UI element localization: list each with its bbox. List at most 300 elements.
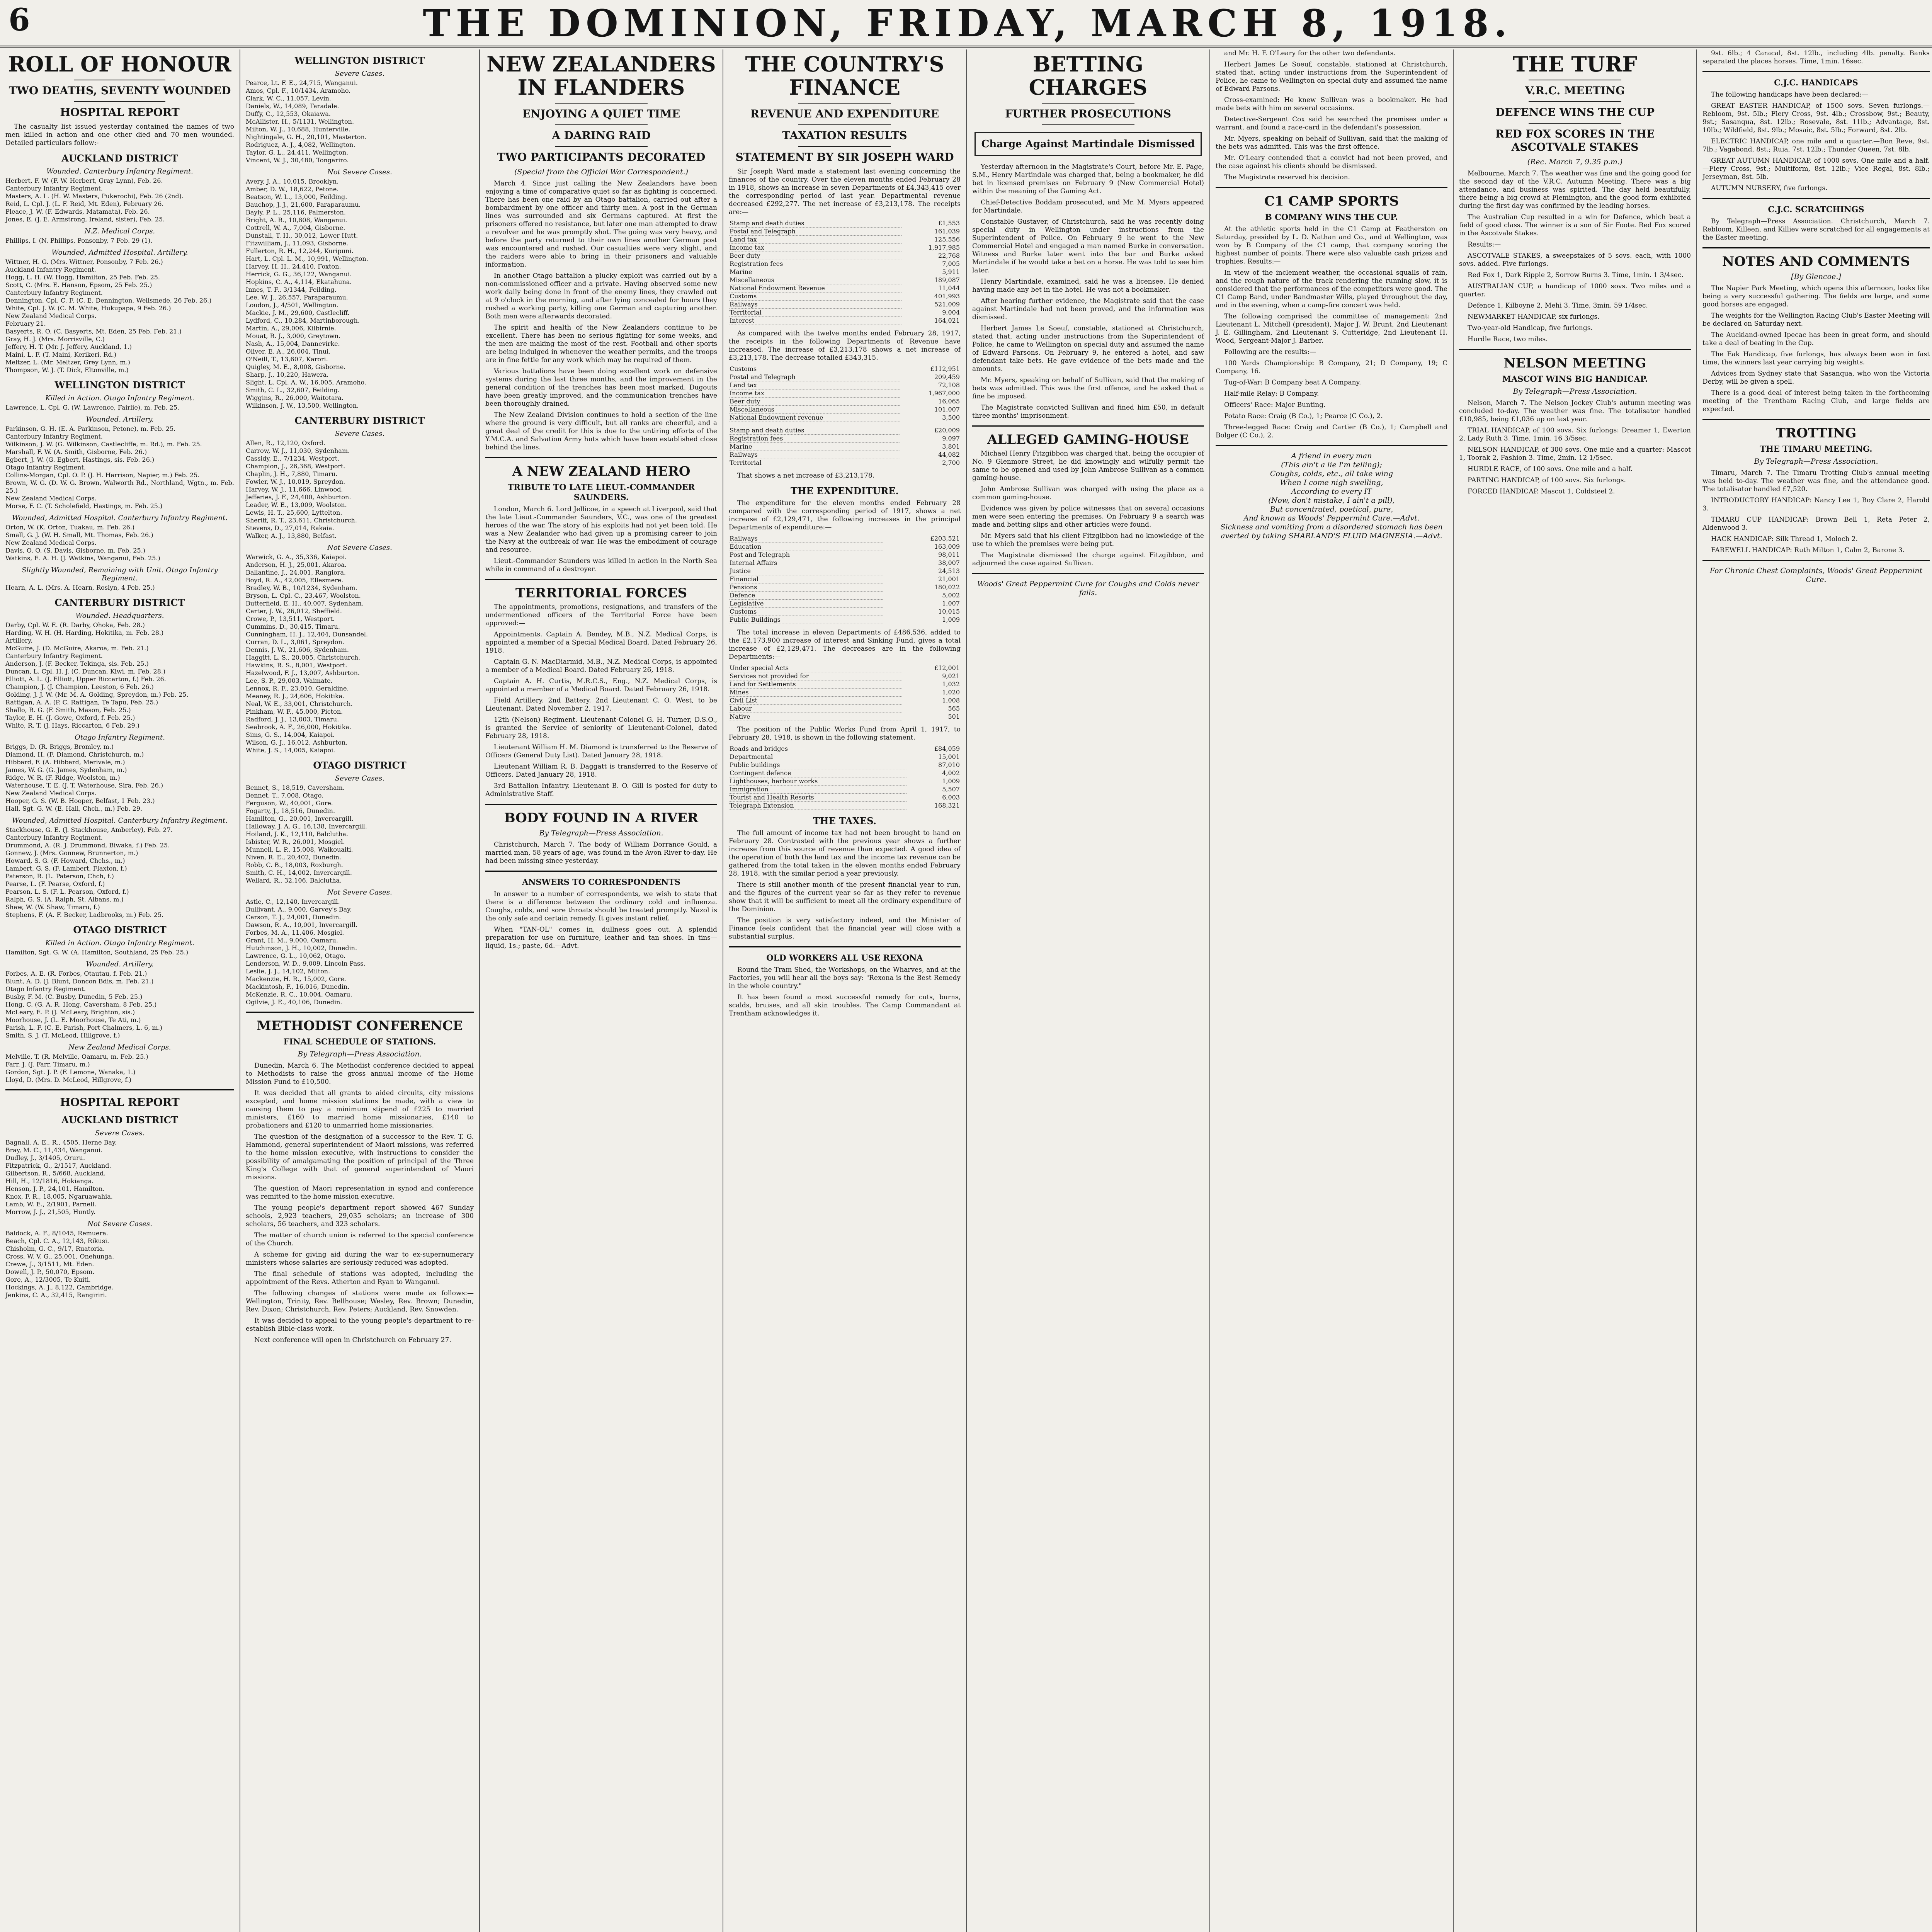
list-entry: Anderson, J. (F. Becker, Tekinga, sis. Feb. 25.) (5, 660, 149, 667)
list-entry: White, R. T. (J. Hays, Riccarton, 6 Feb. 29.) (5, 722, 140, 729)
list-entry: Ferguson, W., 40,001, Gore. (246, 799, 333, 807)
article-paragraph: Officers' Race: Major Bunting. (1224, 401, 1326, 409)
table-row (729, 592, 961, 600)
list-entry: Lydford, C., 10,284, Martinborough. (246, 317, 360, 324)
list-entry: Smith, S. J. (T. McLeod, Hillgrove, f.) (5, 1032, 120, 1039)
finance-intro: Sir Joseph Ward made a statement last evening concerning the finances of the country. Over the eleven months ended February 28 in 1918, shows an increase in seven Departments of £4,343,415 over the corresponding period of last year. Departmental revenue decreased £292,277. The net increase of £3,213,178. The receipts are:— (729, 168, 961, 216)
table-label: Lighthouses, harbour works (729, 777, 907, 786)
district-heading: AUCKLAND DISTRICT (61, 153, 178, 164)
district-heading: CANTERBURY DISTRICT (294, 415, 425, 426)
list-heading: Killed in Action. Otago Infantry Regiment. (45, 394, 194, 402)
list-entry: Wellard, R., 32,106, Balclutha. (246, 877, 342, 884)
table-value: 9,097 (942, 435, 960, 442)
article-paragraph: Lieut.-Commander Saunders was killed in action in the North Sea while in command of a destroyer. (485, 557, 717, 573)
list-entry: Scott, C. (Mrs. E. Hanson, Epsom, 25 Feb. 25.) (5, 281, 152, 289)
list-entry: Mouat, R. J., 3,000, Greytown. (246, 332, 341, 340)
list-entry: February 21. (5, 320, 46, 327)
article-paragraph: Captain G. N. MacDiarmid, M.B., N.Z. Medical Corps, is appointed a member of a Medical Board. Dated February 26, 1918. (485, 658, 717, 674)
list-entry: Smith, C. L., 32,607, Feilding. (246, 386, 340, 394)
table-label: Roads and bridges (729, 745, 907, 753)
article-paragraph: The question of Maori representation in synod and conference was remitted to the home mission executive. (246, 1185, 474, 1201)
gaming-headline: ALLEGED GAMING-HOUSE (987, 432, 1189, 447)
camp-headline: C1 CAMP SPORTS (1264, 194, 1399, 209)
article-paragraph: Nelson, March 7. The Nelson Jockey Club's autumn meeting was concluded to-day. The weather was fine. The totalisator handled £10,985, being £1,036 up on last year. (1459, 399, 1691, 423)
district-lists (246, 430, 474, 754)
list-entry: Parish, L. F. (C. E. Parish, Port Chalmers, L. 6, m.) (5, 1024, 163, 1031)
flanders-sub2: A DARING RAID (552, 129, 651, 142)
table-value: 5,002 (942, 592, 960, 599)
casualty-list (246, 178, 474, 410)
article-paragraph: Yesterday afternoon in the Magistrate's Court, before Mr. E. Page, S.M., Henry Martindale was charged that, being a bookmaker, he did bet in licensed premises on February 9 (New Commercial Hotel) within the meaning of the Gaming Act. (972, 163, 1204, 195)
table-value: 10,015 (938, 608, 960, 615)
article-paragraph: In another Otago battalion a plucky exploit was carried out by a non-commissioned officer and a private. Having observed some new work daily being done in front of the enemy lines, they crawled out at 9 o'clock in the morning, and after lying concealed for hours they rushed a working party, killing one German and capturing another. Both men were afterwards decorated. (485, 272, 717, 320)
article-paragraph: The weights for the Wellington Racing Club's Easter Meeting will be declared on Saturday next. (1702, 312, 1930, 328)
table-row (729, 301, 961, 309)
list-entry: Herbert, F. W. (F. W. Herbert, Gray Lynn), Feb. 26. (5, 177, 163, 184)
list-entry: Orton, W. (K. Orton, Tuakau, m. Feb. 26.) (5, 524, 135, 531)
table-label: Income tax (729, 389, 901, 398)
list-entry: Jenkins, C. A., 32,415, Rangiriri. (5, 1291, 107, 1299)
list-entry: Amos, Cpl. F., 10/1434, Aramoho. (246, 87, 351, 94)
list-entry: Meltzer, L. (Mr. Meltzer, Grey Lynn, m.) (5, 359, 130, 366)
list-entry: Allen, R., 12,120, Oxford. (246, 439, 325, 447)
list-heading: Slightly Wounded, Remaining with Unit. Otago Infantry Regiment. (22, 566, 218, 582)
article-paragraph: Mr. O'Leary contended that a convict had not been proved, and the case against his clients should be dismissed. (1216, 154, 1447, 170)
betting-continued (1216, 49, 1447, 182)
list-entry: Rodriguez, A. J., 4,082, Wellington. (246, 141, 355, 148)
table-label: Mines (729, 689, 902, 697)
casualty-list (5, 584, 234, 592)
list-entry: Fowler, W. J., 10,019, Spreydon. (246, 478, 345, 485)
turf-sub1: V.R.C. MEETING (1525, 84, 1625, 97)
table-label: Education (729, 543, 883, 551)
list-entry: Paterson, R. (L. Paterson, Chch, f.) (5, 872, 114, 880)
article-paragraph: The Eak Handicap, five furlongs, has always been won in fast time, the winners last year carrying big weights. (1702, 350, 1930, 366)
table-row (729, 406, 961, 414)
list-entry: Martin, A., 29,006, Kilbirnie. (246, 325, 336, 332)
list-entry: Parkinson, G. H. (E. A. Parkinson, Petone), m. Feb. 25. (5, 425, 176, 432)
article-paragraph: GREAT EASTER HANDICAP, of 1500 sovs. Seven furlongs.—Rebloom, 9st. 5lb.; Fiery Cross, 9st. 4lb.; Crossbow, 9st.; Beauty, 9st.; Sasanqua, 8st. 12lb.; Rosevale, 8st. 11lb.; Advantage, 8st. 10lb.; Wildfield, 8st. 9lb.; Mosaic, 8st. 5lb.; Forward, 8st. 2lb. (1702, 102, 1930, 134)
table-value: 209,459 (934, 373, 960, 381)
article-paragraph: There is a good deal of interest being taken in the forthcoming meeting of the Trentham Racing Club, and large fields are expected. (1702, 389, 1930, 413)
trotting-article (1702, 469, 1930, 554)
table-row (729, 777, 961, 786)
betting-sub2: Charge Against Martindale Dismissed (981, 138, 1195, 150)
table-label: Public buildings (729, 761, 907, 769)
casualty-list (5, 237, 234, 245)
cjc-intro: The following handicaps have been declared:— (1711, 91, 1868, 99)
table-value: 44,082 (938, 451, 960, 458)
finance-sub2: TAXATION RESULTS (782, 129, 907, 142)
list-entry: Sheriff, R. T., 23,611, Christchurch. (246, 517, 357, 524)
list-entry: Harvey, W. J., 11,666, Linwood. (246, 486, 343, 493)
flanders-sub1: ENJOYING A QUIET TIME (522, 107, 680, 120)
list-entry: Jeffery, H. T. (Mr. J. Jeffery, Auckland, 1.) (5, 343, 132, 350)
table-row (729, 600, 961, 608)
list-entry: Mackintosh, F., 16,016, Dunedin. (246, 983, 350, 990)
article-paragraph: Defence 1, Kilboyne 2, Mehi 3. Time, 3min. 59 1/4sec. (1468, 302, 1648, 310)
list-entry: Taylor, G. L., 24,411, Wellington. (246, 149, 349, 156)
list-entry: Lee, W. J., 26,557, Paraparaumu. (246, 294, 348, 301)
list-heading: Severe Cases. (335, 430, 385, 438)
list-entry: Dowell, J. P., 50,070, Epsom. (5, 1268, 95, 1276)
table-value: 7,005 (942, 260, 960, 267)
table-label: Customs (729, 293, 902, 301)
article-paragraph: Mr. Myers, speaking on behalf of Sullivan, said that the making of bets was admitted. This was the first offence, and he asked that a fine be imposed. (972, 376, 1204, 400)
casualty-list (5, 404, 234, 412)
table-value: £112,951 (930, 365, 960, 373)
article-paragraph: The position is very satisfactory indeed, and the Minister of Finance feels confident that the financial year will close with a substantial surplus. (729, 917, 961, 940)
table-label: Departmental (729, 753, 907, 761)
river-article (485, 841, 717, 865)
district-heading: WELLINGTON DISTRICT (294, 55, 425, 66)
article-paragraph: In answer to a number of correspondents, we wish to state that there is a difference between the ordinary cold and influenza. Coughs, colds, and sore throats should be treated promptly. Nazol is the only safe and certain remedy. It gives instant relief. (485, 890, 717, 922)
article-paragraph: 3rd Battalion Infantry. Lieutenant B. O. Gill is posted for duty to Administrative Staff. (485, 782, 717, 798)
notes-headline: NOTES AND COMMENTS (1722, 254, 1910, 269)
expenditure-decreases-table (729, 664, 961, 721)
list-entry: Duffy, C., 12,553, Okaiawa. (246, 110, 331, 117)
list-entry: O'Neill, T., 13,607, Karori. (246, 355, 328, 363)
table-row (729, 451, 961, 459)
table-label: Miscellaneous (729, 406, 901, 414)
list-entry: Lennox, R. F., 23,010, Geraldine. (246, 685, 349, 692)
table-label: Services not provided for (729, 672, 902, 680)
list-entry: Watkins, E. A. H. (J. Watkins, Wanganui, Feb. 25.) (5, 554, 160, 562)
column-6 (1209, 49, 1453, 1932)
turf-continued (1702, 49, 1930, 66)
scratchings-para: By Telegraph—Press Association. Christchurch, March 7. Rebloom, Killeen, and Killiev were scratched for all engagements at the Easter meeting. (1702, 218, 1930, 242)
peppermint-ad: Woods' Great Peppermint Cure for Coughs and Colds never fails. (977, 580, 1199, 597)
turf-sub3: RED FOX SCORES IN THE ASCOTVALE STAKES (1495, 128, 1655, 153)
finance-sub1: REVENUE AND EXPENDITURE (750, 107, 939, 120)
article-paragraph: 9st. 6lb.; 4 Caracal, 8st. 12lb., including 4lb. penalty. Banks separated the places horses. Time, 1min. 16sec. (1702, 49, 1930, 65)
notes-byline: [By Glencoe.] (1791, 272, 1841, 281)
article-paragraph: Lieutenant William H. M. Diamond is transferred to the Reserve of Officers (General Duty List). Dated January 28, 1918. (485, 743, 717, 759)
ad-line: Sickness and vomiting from a disordered stomach has been averted by taking SHARLAND'S FLUID MAGNESIA.—Advt. (1220, 523, 1443, 540)
table-value: 1,009 (942, 616, 960, 623)
table-label: Under special Acts (729, 664, 902, 672)
roll-intro: The casualty list issued yesterday contained the names of two men killed in action and one other died and 70 men wounded. Detailed particulars follow:- (5, 123, 234, 147)
table-value: 1,007 (942, 600, 960, 607)
nelson-headline: NELSON MEETING (1503, 355, 1646, 371)
list-entry: Elliott, A. L. (J. Elliott, Upper Riccarton, f.) Feb. 26. (5, 675, 166, 683)
list-entry: Collins-Morgan, Cpl. O. P. (J. H. Harrison, Napier, m.) Feb. 25. (5, 471, 200, 479)
table-row (729, 745, 961, 753)
article-paragraph: The young people's department report showed 467 Sunday schools, 2,923 teachers, 29,035 scholars; an increase of 300 scholars, 56 teachers, and 323 scholars. (246, 1204, 474, 1228)
roll-section: HOSPITAL REPORT (60, 106, 180, 119)
article-paragraph: HACK HANDICAP: Silk Thread 1, Moloch 2. (1711, 535, 1858, 543)
list-entry: Walker, A. J., 13,880, Belfast. (246, 532, 337, 539)
article-paragraph: The Magistrate dismissed the charge against Fitzgibbon, and adjourned the case against Sullivan. (972, 551, 1204, 567)
table-label: Postal and Telegraph (729, 228, 902, 236)
list-entry: Crewe, J., 3/1511, Mt. Eden. (5, 1260, 94, 1268)
district-lists (246, 774, 474, 1006)
table-row (729, 219, 961, 228)
article-paragraph: HURDLE RACE, of 100 sovs. One mile and a half. (1468, 465, 1633, 473)
list-entry: Curran, D. L., 3,061, Spreydon. (246, 638, 344, 646)
increase-table (729, 365, 961, 422)
article-paragraph: Chief-Detective Boddam prosecuted, and Mr. M. Myers appeared for Martindale. (972, 199, 1204, 214)
forces-headline: TERRITORIAL FORCES (515, 585, 687, 601)
list-entry: Daniels, W., 14,089, Taradale. (246, 102, 339, 110)
list-entry: Harding, W. H. (H. Harding, Hokitika, m. Feb. 28.) (5, 629, 164, 636)
table-row (729, 414, 961, 422)
column-5 (966, 49, 1209, 1932)
list-entry: Hooper, G. S. (W. B. Hooper, Belfast, 1 Feb. 23.) (5, 797, 155, 804)
table-label: Customs (729, 365, 901, 373)
list-entry: Otago Infantry Regiment. (5, 985, 86, 993)
river-headline: BODY FOUND IN A RIVER (504, 810, 699, 826)
ad-line: When I come nigh swelling, (1280, 478, 1383, 487)
table-label: Telegraph Extension (729, 802, 907, 810)
list-entry: Waterhouse, T. E. (J. T. Waterhouse, Sira, Feb. 26.) (5, 782, 163, 789)
list-heading: Wounded, Admitted Hospital. Artillery. (51, 248, 188, 257)
list-entry: Beach, Cpl. C. A., 12,143, Rikusi. (5, 1237, 109, 1245)
casualty-list (5, 1230, 234, 1299)
table-row (729, 284, 961, 293)
article-paragraph: Half-mile Relay: B Company. (1224, 390, 1319, 398)
list-entry: Cottrell, W. A., 7,004, Gisborne. (246, 224, 345, 231)
table-row (729, 689, 961, 697)
list-entry: Baldock, A. F., 8/1045, Remuera. (5, 1230, 108, 1237)
article-paragraph: Detective-Sergeant Cox said he searched the premises under a warrant, and found a race-card in the defendant's possession. (1216, 116, 1447, 131)
table-label: Territorial (729, 459, 900, 467)
article-paragraph: After hearing further evidence, the Magistrate said that the case against Martindale had not been proved, and the information was dismissed. (972, 297, 1204, 321)
article-paragraph: NELSON HANDICAP, of 300 sovs. One mile and a quarter: Mascot 1, Toorak 2, Fashion 3. Time, 2min. 12 1/5sec. (1459, 446, 1691, 462)
article-paragraph: The following comprised the committee of management: 2nd Lieutenant L. Mitchell (president), Major J. W. Brunt, 2nd Lieutenant J. E. Gillingham, 2nd Lieutenant S. Cutteridge, 2nd Lieutenant H. Wood, Sergeant-Major J. Barber. (1216, 313, 1447, 345)
roll-subhead: TWO DEATHS, SEVENTY WOUNDED (9, 84, 231, 97)
article-paragraph: It was decided to appeal to the young people's department to re-establish Bible-class work. (246, 1317, 474, 1333)
article-paragraph: AUSTRALIAN CUP, a handicap of 1000 sovs. Two miles and a quarter. (1459, 282, 1691, 298)
casualty-list (5, 949, 234, 956)
table-value: £203,521 (930, 535, 960, 543)
article-paragraph: The Napier Park Meeting, which opens this afternoon, looks like being a very successful gathering. The fields are large, and some good horses are engaged. (1702, 284, 1930, 308)
list-entry: Lamb, W. E., 2/1901, Parnell. (5, 1201, 97, 1208)
column-4 (723, 49, 966, 1932)
casualty-list (5, 177, 234, 223)
finance-sub3: STATEMENT BY SIR JOSEPH WARD (735, 151, 954, 163)
list-heading: New Zealand Medical Corps. (68, 1043, 171, 1051)
roll-of-honour-headline: ROLL OF HONOUR (8, 52, 231, 77)
list-entry: Lenderson, W. D., 9,009, Lincoln Pass. (246, 960, 366, 967)
table-value: 101,007 (934, 406, 960, 413)
table-value: 3,801 (942, 443, 960, 450)
list-entry: Carrow, W. J., 11,030, Sydenham. (246, 447, 350, 454)
scratchings-headline: C.J.C. SCRATCHINGS (1768, 204, 1864, 214)
list-entry: Phillips, I. (N. Phillips, Ponsonby, 7 Feb. 29 (1). (5, 237, 153, 244)
table-value: 15,001 (938, 753, 960, 760)
table-label: Railways (729, 301, 902, 309)
casualty-list (5, 524, 234, 562)
article-paragraph: A scheme for giving aid during the war to ex-supernumerary ministers whose salaries are seriously reduced was adopted. (246, 1251, 474, 1267)
table-label: Immigration (729, 786, 907, 794)
table-label: Stamp and death duties (729, 427, 900, 435)
list-entry: White, J. S., 14,005, Kaiapoi. (246, 747, 335, 754)
list-entry: Clark, W. C., 11,057, Levin. (246, 95, 331, 102)
table-label: National Endowment Revenue (729, 284, 902, 293)
list-entry: Jones, E. (J. E. Armstrong, Ireland, sister), Feb. 25. (5, 216, 165, 223)
article-paragraph: The Auckland-owned Ipecac has been in great form, and should take a deal of beating in the Cup. (1702, 331, 1930, 347)
article-paragraph: Henry Martindale, examined, said he was a licensee. He denied having made any bet in the hotel. He was not a bookmaker. (972, 278, 1204, 294)
table-value: 180,022 (934, 583, 960, 591)
article-paragraph: March 4. Since just calling the New Zealanders have been enjoying a time of comparative quiet so far as fighting is concerned. There has been one raid by an Otago battalion, carried out after a bombardment by one officer and thirty men. A post in the German lines was surrounded and six Germans captured. At first the prisoners offered no resistance, but later one man attempted to draw a revolver and he was promptly shot. The going was very heavy, and before the party returned to their own lines another German post was encountered and rushed. Our casualties were very slight, and the raiders were able to bring in their prisoners and valuable information. (485, 180, 717, 269)
table-row (729, 672, 961, 680)
table-row (729, 381, 961, 389)
list-entry: Gilbertson, R., 5/668, Auckland. (5, 1170, 106, 1177)
list-entry: Hopkins, C. A., 4,114, Ekatahuna. (246, 278, 352, 286)
article-paragraph: FAREWELL HANDICAP: Ruth Milton 1, Calm 2, Barone 3. (1711, 546, 1905, 554)
list-heading: Wounded, Admitted Hospital. Canterbury Infantry Regiment. (12, 514, 228, 522)
table-value: 11,044 (938, 284, 960, 292)
table-row (729, 459, 961, 467)
list-heading: Otago Infantry Regiment. (75, 733, 165, 742)
table-value: 3,500 (942, 414, 960, 421)
list-entry: Dunstall, T. H., 30,012, Lower Hutt. (246, 232, 358, 239)
list-entry: Cummins, D., 30,415, Timaru. (246, 623, 340, 630)
hospital-headline: HOSPITAL REPORT (60, 1096, 180, 1109)
roll-districts (5, 153, 234, 1084)
table-label: National Endowment revenue (729, 414, 901, 422)
list-entry: Canterbury Infantry Regiment. (5, 185, 103, 192)
list-entry: Rattigan, A. A. (P. C. Rattigan, Te Tapu, Feb. 25.) (5, 699, 158, 706)
list-entry: Loudon, J., 4/501, Wellington. (246, 301, 338, 309)
list-entry: Sharp, J., 10,220, Hawera. (246, 371, 329, 378)
ad-line: A friend in every man (1291, 452, 1372, 460)
list-entry: Fitzwilliam, J., 11,093, Gisborne. (246, 240, 349, 247)
decrease-table (729, 427, 961, 467)
table-label: Railways (729, 451, 900, 459)
list-entry: McKenzie, R. C., 10,004, Oamaru. (246, 991, 352, 998)
table-label: Post and Telegraph (729, 551, 883, 559)
list-entry: Meaney, R. J., 24,606, Hokitika. (246, 692, 345, 700)
table-row (729, 365, 961, 373)
table-value: £12,001 (934, 664, 960, 672)
list-entry: Briggs, D. (R. Briggs, Bromley, m.) (5, 743, 114, 750)
chest-cure-ad: For Chronic Chest Complaints, Woods' Great Peppermint Cure. (1709, 566, 1923, 584)
article-paragraph: The New Zealand Division continues to hold a section of the line where the ground is very difficult, but all ranks are cheerful, and a great deal of the credit for this is due to the untiring efforts of the Y.M.C.A. and Salvation Army huts which have been established close behind the lines. (485, 411, 717, 451)
ad-line: (Now, don't mistake, I ain't a pill), (1268, 496, 1395, 505)
table-row (729, 244, 961, 252)
list-entry: Haggitt, L. S., 20,005, Christchurch. (246, 654, 361, 661)
list-entry: Mackenzie, H. R., 15,002, Gore. (246, 975, 346, 983)
column-1 (0, 49, 240, 1932)
list-entry: Wilkinson, J. W. (G. Wilkinson, Castlecliffe, m. Rd.), m. Feb. 25. (5, 440, 202, 448)
table-row (729, 753, 961, 761)
list-entry: Melville, T. (R. Melville, Oamaru, m. Feb. 25.) (5, 1053, 148, 1060)
list-entry: Vincent, W. J., 30,480, Tongariro. (246, 156, 349, 164)
table-value: 164,021 (934, 317, 960, 324)
article-paragraph: The Australian Cup resulted in a win for Defence, which beat a field of good class. The winner is a son of Sir Foote. Red Fox scored in the Ascotvale Stakes. (1459, 213, 1691, 237)
list-entry: Mackie, J. M., 29,600, Castlecliff. (246, 309, 350, 316)
table-value: 1,917,985 (928, 244, 960, 251)
betting-sub1: FURTHER PROSECUTIONS (1005, 107, 1171, 120)
list-entry: Marshall, F. W. (A. Smith, Gisborne, Feb. 26.) (5, 448, 147, 456)
expenditure-note: The total increase in eleven Departments of £486,536, added to the £2,173,900 increase of interest and Sinking Fund, gives a total increase of £2,129,471. The decreases are in the following Departments:— (729, 629, 961, 661)
list-entry: Nightingale, G. H., 20,101, Masterton. (246, 133, 367, 141)
table-label: Financial (729, 575, 883, 583)
list-entry: James, W. G. (G. James, Sydenham, m.) (5, 766, 127, 774)
article-paragraph: Following are the results:— (1224, 348, 1316, 356)
table-row (729, 761, 961, 769)
list-entry: Carson, T. J., 24,001, Dunedin. (246, 913, 341, 921)
list-entry: Pinkham, W. F., 45,000, Picton. (246, 708, 343, 715)
list-entry: Astle, C., 12,140, Invercargill. (246, 898, 340, 905)
table-row (729, 664, 961, 672)
list-entry: Auckland Infantry Regiment. (5, 266, 96, 273)
table-label: Stamp and death duties (729, 219, 902, 228)
article-paragraph: INTRODUCTORY HANDICAP: Nancy Lee 1, Boy Clare 2, Harold 3. (1702, 497, 1930, 512)
list-entry: Hutchinson, J. H., 10,002, Dunedin. (246, 944, 357, 952)
table-value: 9,004 (942, 309, 960, 316)
list-entry: Duncan, L. Cpl. H. J. (C. Duncan, Kiwi, m. Feb. 28.) (5, 668, 166, 675)
table-value: 163,009 (934, 543, 960, 550)
article-paragraph: TRIAL HANDICAP, of 100 sovs. Six furlongs: Dreamer 1, Ewerton 2, Lady Ruth 3. Time, 1min. 16 3/5sec. (1459, 427, 1691, 442)
article-paragraph: Constable Gustaver, of Christchurch, said he was recently doing special duty in Wellington under instructions from the Superintendent of Police. On February 9 he went to the New Commercial Hotel and engaged a man named Burke in conversation. Witness and Burke later went into the bar and Burke asked Martindale if he would take a bet on a horse. He was told to see him later. (972, 218, 1204, 274)
peppermint-poem-ad (1216, 452, 1447, 541)
article-paragraph: Three-legged Race: Craig and Cartier (B Co.), 1; Campbell and Bolger (C Co.), 2. (1216, 423, 1447, 439)
table-row (729, 705, 961, 713)
list-entry: Milton, W. J., 10,688, Hunterville. (246, 126, 350, 133)
table-value: 21,001 (938, 575, 960, 583)
list-entry: Lawrence, L. Cpl. G. (W. Lawrence, Fairlie), m. Feb. 25. (5, 404, 180, 411)
article-paragraph: Next conference will open in Christchurch on February 27. (254, 1336, 451, 1344)
casualty-list (5, 621, 234, 730)
list-entry: Hamilton, G., 20,001, Invercargill. (246, 815, 354, 822)
table-label: Public Buildings (729, 616, 883, 624)
article-paragraph: TIMARU CUP HANDICAP: Brown Bell 1, Reta Peter 2, Aldenwood 3. (1702, 516, 1930, 532)
table-value: 72,108 (938, 381, 960, 389)
article-paragraph: John Ambrose Sullivan was charged with using the place as a common gaming-house. (972, 485, 1204, 501)
article-paragraph: The following changes of stations were made as follows:—Wellington, Trinity, Rev. Bellhouse; Wesley, Rev. Brown; Dunedin, Rev. Dixon; Christchurch, Rev. Peters; Auckland, Rev. Snowden. (246, 1289, 474, 1313)
table-value: 87,010 (938, 761, 960, 769)
list-entry: Drummond, A. (R. J. Drummond, Biwaka, f.) Feb. 25. (5, 842, 170, 849)
article-paragraph: 12th (Nelson) Regiment. Lieutenant-Colonel G. H. Turner, D.S.O., is granted the Service of seniority of Lieutenant-Colonel, dated February 28, 1918. (485, 716, 717, 740)
list-entry: Chisholm, G. C., 9/17, Ruatoria. (5, 1245, 105, 1252)
list-entry: Hong, C. (G. A. R. Hong, Caversham, 8 Feb. 25.) (5, 1001, 157, 1008)
article-paragraph: Round the Tram Shed, the Workshops, on the Wharves, and at the Factories, you will hear all the boys say: "Rexona is the Best Remedy in the whole country." (729, 966, 961, 990)
list-entry: New Zealand Medical Corps. (5, 312, 97, 320)
list-entry: Dennis, J. W., 21,606, Sydenham. (246, 646, 349, 653)
casualty-list (246, 439, 474, 540)
table-value: 5,911 (942, 268, 960, 276)
casualty-list (5, 826, 234, 919)
article-paragraph: When "TAN-OL" comes in, dullness goes out. A splendid preparation for use on furniture, leather and tan shoes. In tins—liquid, 1s.; paste, 6d.—Advt. (485, 926, 717, 950)
table-label: Internal Affairs (729, 559, 883, 567)
table-value: 1,967,000 (928, 389, 960, 397)
table-value: 565 (948, 705, 960, 712)
hospital-district: AUCKLAND DISTRICT (61, 1114, 178, 1126)
casualty-list (246, 898, 474, 1006)
decrease-total: That shows a net increase of £3,213,178. (737, 472, 875, 480)
list-entry: Fogarty, J., 18,516, Dunedin. (246, 807, 335, 815)
list-entry: Hearn, A. L. (Mrs. A. Hearn, Roslyn, 4 Feb. 25.) (5, 584, 155, 591)
table-row (729, 236, 961, 244)
table-row (729, 575, 961, 583)
list-heading: Not Severe Cases. (327, 888, 392, 896)
list-entry: Dudley, J., 3/1405, Oruru. (5, 1154, 85, 1162)
flanders-article (485, 180, 717, 452)
finance-headline: THE COUNTRY'S FINANCE (745, 52, 944, 100)
list-entry: Bagnall, A. E., R., 4505, Herne Bay. (5, 1139, 117, 1146)
table-value: 1,008 (942, 697, 960, 704)
list-heading: Wounded. Headquarters. (75, 612, 164, 620)
list-entry: Shaw, W. (W. Shaw, Timaru, f.) (5, 903, 100, 911)
list-entry: Bauchop, J. J., 21,600, Paraparaumu. (246, 201, 361, 208)
list-entry: Morrow, J. J., 21,505, Huntly. (5, 1208, 95, 1216)
list-entry: Darby, Cpl. W. E. (R. Darby, Ohoka, Feb. 28.) (5, 621, 145, 629)
table-label: Land for Settlements (729, 680, 902, 689)
notes-article (1702, 284, 1930, 413)
